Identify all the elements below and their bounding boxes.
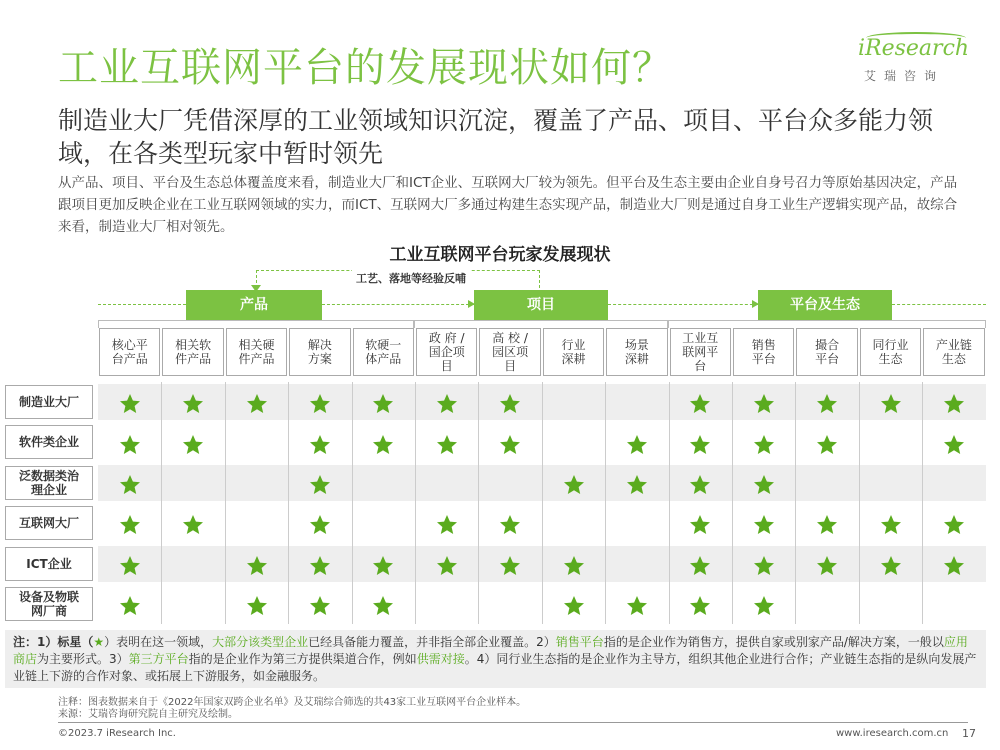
logo-wordmark: iResearch	[858, 36, 970, 61]
star-icon	[625, 473, 649, 497]
column-header-10: 工业互 联网平 台	[670, 328, 731, 376]
star-icon	[435, 433, 459, 457]
star-icon	[498, 554, 522, 578]
note-box	[5, 630, 986, 688]
column-separator	[605, 382, 606, 624]
note-highlight: 应用商店	[13, 635, 968, 666]
star-icon	[815, 392, 839, 416]
star-icon	[371, 392, 395, 416]
row-header: 互联网大厂	[5, 506, 93, 540]
star-icon	[688, 433, 712, 457]
star-icon	[688, 513, 712, 537]
note-part: ）表明在这一领域，	[104, 635, 213, 649]
column-separator	[922, 382, 923, 624]
star-icon	[942, 513, 966, 537]
star-icon	[752, 433, 776, 457]
star-icon	[371, 433, 395, 457]
star-icon	[688, 473, 712, 497]
row-header: 制造业大厂	[5, 385, 93, 419]
star-icon	[625, 433, 649, 457]
copyright: ©2023.7 iResearch Inc.	[58, 728, 176, 739]
flow-line-4	[892, 304, 986, 305]
star-icon	[181, 433, 205, 457]
star-icon	[562, 473, 586, 497]
star-icon	[879, 554, 903, 578]
feedback-loop-label: 工艺、落地等经验反哺	[352, 270, 470, 286]
column-header-1: 核心平 台产品	[99, 328, 160, 376]
page-title: 工业互联网平台的发展现状如何？	[58, 45, 673, 91]
note-part: 指的是企业作为第三方提供渠道合作，例如	[188, 652, 417, 666]
star-icon	[879, 513, 903, 537]
flow-line-1	[98, 304, 186, 305]
logo-subtitle: 艾瑞咨询	[864, 69, 945, 83]
footnote	[58, 697, 526, 721]
note-part: 注：1）标星（	[13, 635, 94, 649]
star-icon	[181, 392, 205, 416]
note-part: 已经具备能力覆盖，并非指全部企业覆盖。2）	[308, 635, 556, 649]
star-icon	[118, 392, 142, 416]
star-icon	[308, 433, 332, 457]
star-icon	[498, 433, 522, 457]
column-separator	[795, 382, 796, 624]
star-icon	[752, 513, 776, 537]
star-icon	[498, 513, 522, 537]
column-header-3: 相关硬 件产品	[226, 328, 287, 376]
page-number: 17	[962, 727, 976, 740]
star-icon	[815, 433, 839, 457]
category-platform-ecosystem: 平台及生态	[758, 290, 892, 320]
star-icon	[245, 594, 269, 618]
column-header-9: 场景 深耕	[606, 328, 667, 376]
website-link[interactable]: www.iresearch.com.cn	[836, 728, 949, 739]
column-header-7: 高 校 / 园区项 目	[479, 328, 540, 376]
column-header-8: 行业 深耕	[543, 328, 604, 376]
column-separator	[732, 382, 733, 624]
star-icon	[752, 473, 776, 497]
footnote-source: 来源：艾瑞咨询研究院自主研究及绘制。	[58, 709, 238, 720]
star-icon	[118, 433, 142, 457]
flow-line-3	[608, 304, 758, 305]
category-bracket-project	[414, 320, 668, 328]
star-icon	[118, 594, 142, 618]
note-highlight: 第三方平台	[128, 652, 189, 666]
category-product: 产品	[186, 290, 322, 320]
column-header-6: 政 府 / 国企项 目	[416, 328, 477, 376]
star-icon	[308, 594, 332, 618]
star-icon	[688, 554, 712, 578]
star-icon	[308, 513, 332, 537]
star-icon	[688, 594, 712, 618]
category-bracket-product	[98, 320, 414, 328]
column-separator	[161, 382, 162, 624]
intro-paragraph: 从产品、项目、平台及生态总体覆盖度来看，制造业大厂和ICT企业、互联网大厂较为领先。但平台及生态主要由企业自身号召力等原始基因决定，产品跟项目更加反映企业在工业互联网领域的实力，而ICT、互联网大厂多通过构建生态实现产品，制造业大厂则是通过自身工业生产逻辑实现产品，故综合来看，制造业大厂相对领先。	[58, 175, 958, 235]
category-project: 项目	[474, 290, 608, 320]
note-highlight: 大部分该类型企业	[212, 635, 309, 649]
column-separator	[478, 382, 479, 624]
star-icon	[308, 473, 332, 497]
column-header-14: 产业链 生态	[923, 328, 984, 376]
star-icon	[942, 433, 966, 457]
star-icon	[879, 392, 903, 416]
note-star-icon: ★	[93, 635, 105, 649]
note-part: 指的是企业作为销售方，提供自家或别家产品/解决方案，一般以	[603, 635, 944, 649]
star-icon	[118, 513, 142, 537]
column-separator	[352, 382, 353, 624]
star-icon	[308, 392, 332, 416]
iresearch-logo	[858, 36, 968, 86]
star-icon	[181, 513, 205, 537]
star-icon	[498, 392, 522, 416]
star-icon	[435, 392, 459, 416]
category-bracket-platform	[668, 320, 986, 328]
star-icon	[752, 392, 776, 416]
flow-line-2	[322, 304, 474, 305]
row-header: ICT企业	[5, 547, 93, 581]
star-icon	[625, 594, 649, 618]
subtitle: 制造业大厂凭借深厚的工业领域知识沉淀，覆盖了产品、项目、平台众多能力领域，在各类型玩家中暂时领先	[58, 106, 934, 168]
column-header-11: 销售 平台	[733, 328, 794, 376]
star-icon	[118, 473, 142, 497]
star-icon	[752, 594, 776, 618]
star-icon	[562, 554, 586, 578]
footer-divider	[58, 722, 968, 723]
column-header-13: 同行业 生态	[860, 328, 921, 376]
row-header: 软件类企业	[5, 425, 93, 459]
star-icon	[118, 554, 142, 578]
star-icon	[245, 554, 269, 578]
star-icon	[371, 554, 395, 578]
column-header-12: 撮合 平台	[796, 328, 857, 376]
row-header: 设备及物联 网厂商	[5, 587, 93, 621]
note-highlight: 供需对接	[416, 652, 465, 666]
star-icon	[562, 594, 586, 618]
star-icon	[308, 554, 332, 578]
star-icon	[752, 554, 776, 578]
row-header: 泛数据类治 理企业	[5, 466, 93, 500]
column-header-5: 软硬一 体产品	[353, 328, 414, 376]
star-icon	[435, 554, 459, 578]
note-part: 。4）同行业生态指的是企业作为主导方，组织其他企业进行合作；产业链生态指的是纵向发展产业链上下游的合作对象、或拓展上下游服务，如金融服务。	[13, 652, 977, 683]
chart-title: 工业互联网平台玩家发展现状	[389, 245, 611, 265]
column-separator	[288, 382, 289, 624]
star-icon	[245, 392, 269, 416]
star-icon	[942, 392, 966, 416]
star-icon	[688, 392, 712, 416]
column-header-2: 相关软 件产品	[162, 328, 223, 376]
star-icon	[435, 513, 459, 537]
star-icon	[371, 594, 395, 618]
column-separator	[859, 382, 860, 624]
column-separator	[542, 382, 543, 624]
note-highlight: 销售平台	[555, 635, 604, 649]
star-icon	[942, 554, 966, 578]
column-separator	[669, 382, 670, 624]
star-icon	[815, 513, 839, 537]
star-icon	[815, 554, 839, 578]
footnote-source-data: 注释：图表数据来自于《2022年国家双跨企业名单》及艾瑞综合筛选的共43家工业互联网平台企业样本。	[58, 697, 527, 708]
note-part: 为主要形式。3）	[37, 652, 129, 666]
column-separator	[225, 382, 226, 624]
column-header-4: 解决 方案	[289, 328, 350, 376]
column-separator	[415, 382, 416, 624]
